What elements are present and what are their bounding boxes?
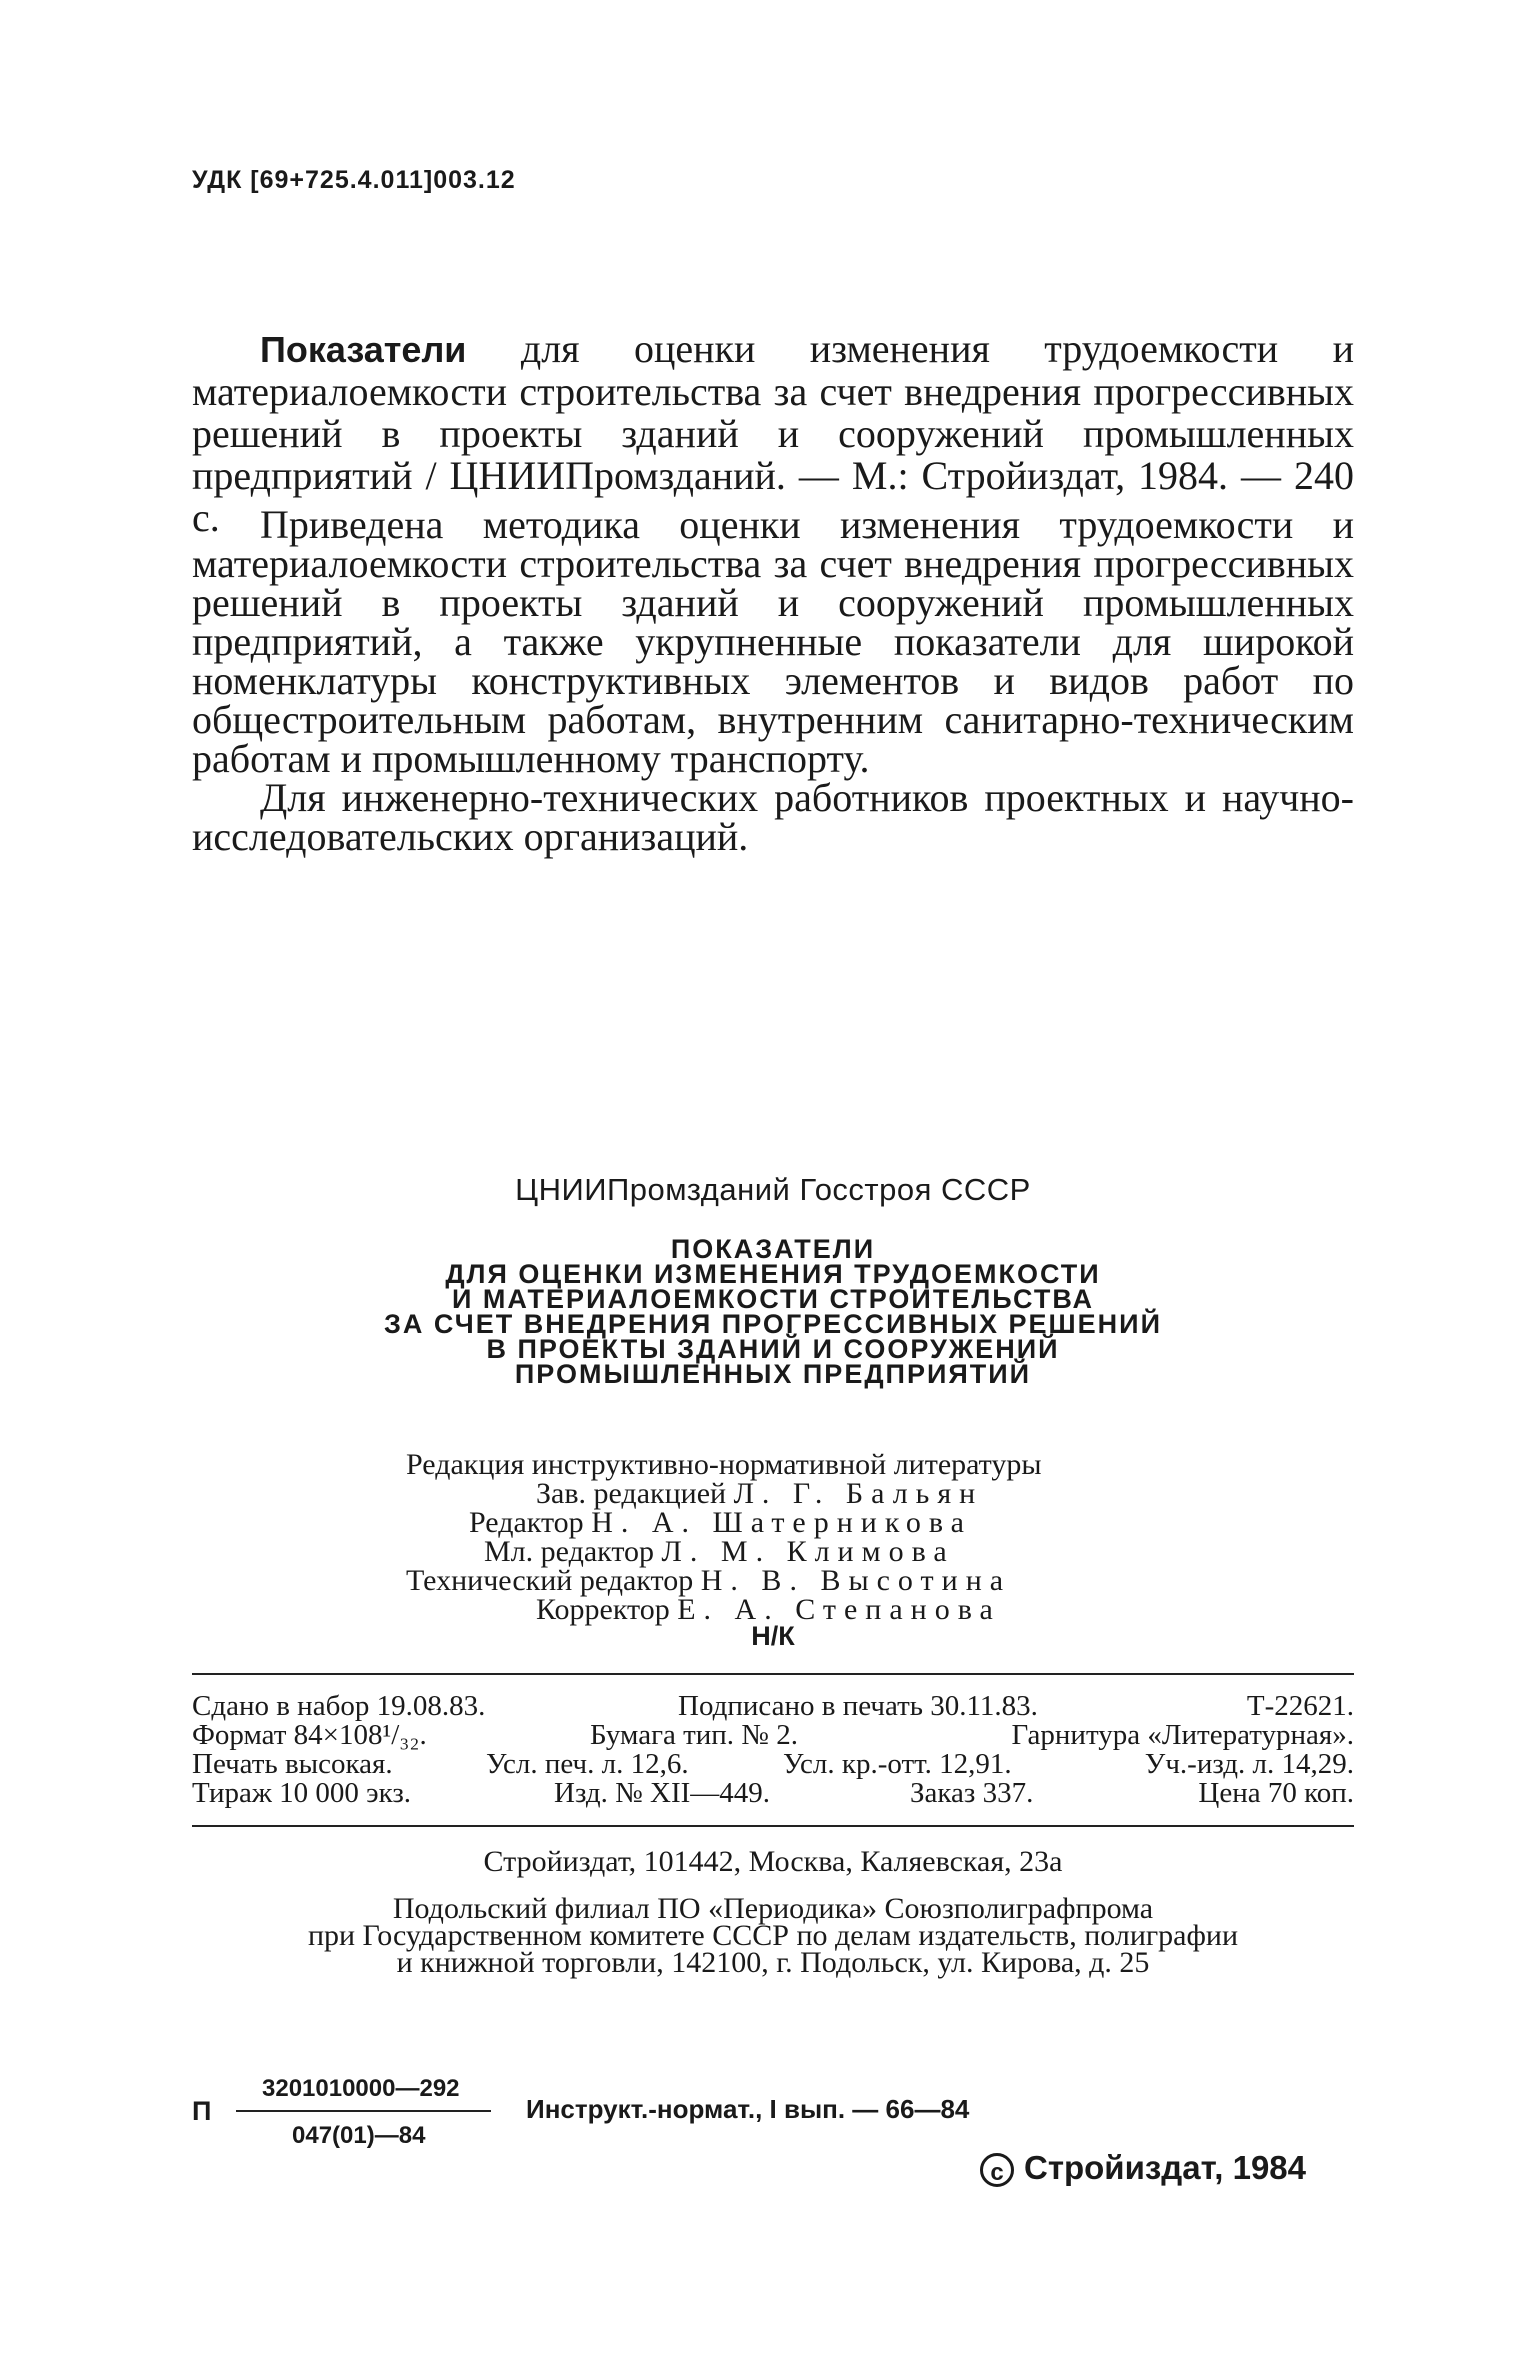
organization: ЦНИИПромзданий Госстроя СССР bbox=[515, 1172, 1031, 1207]
credits bbox=[192, 1450, 1354, 1624]
credit-name: Е. А. Степанова bbox=[677, 1593, 1001, 1626]
imprint-cell: Усл. кр.-отт. 12,91. bbox=[783, 1748, 1012, 1780]
catalog-letter: П bbox=[192, 2096, 212, 2126]
imprint-cell: Подписано в печать 30.11.83. bbox=[678, 1690, 1038, 1722]
title-line: И МАТЕРИАЛОЕМКОСТИ СТРОИТЕЛЬСТВА bbox=[452, 1284, 1094, 1314]
printer-line: Подольский филиал ПО «Периодика» Союзполиграфпрома bbox=[392, 1892, 1154, 1925]
credit-name: Л. Г. Бальян bbox=[733, 1477, 984, 1510]
record-lead-word: Показатели bbox=[260, 329, 467, 370]
publisher-address: Стройиздат, 101442, Москва, Каляевская, 23а bbox=[483, 1845, 1063, 1878]
credit-role: Зав. редакцией bbox=[536, 1477, 727, 1510]
copyright-icon: c bbox=[980, 2153, 1014, 2187]
credit-row bbox=[192, 1479, 1354, 1508]
credit-role: Редактор bbox=[469, 1506, 584, 1539]
udk-code: УДК [69+725.4.011]003.12 bbox=[192, 166, 516, 194]
credit-row bbox=[192, 1508, 1354, 1537]
credit-role: Корректор bbox=[536, 1593, 670, 1626]
bottom-rule bbox=[192, 1825, 1354, 1827]
credits-department: Редакция инструктивно-нормативной литературы bbox=[406, 1448, 1042, 1481]
catalog-numerator: 3201010000—292 bbox=[262, 2075, 460, 2102]
imprint-cell: Уч.-изд. л. 14,29. bbox=[1144, 1748, 1354, 1780]
credit-role: Технический редактор bbox=[406, 1564, 694, 1597]
top-rule bbox=[192, 1673, 1354, 1675]
main-title bbox=[192, 1234, 1354, 1389]
imprint-cell: Усл. печ. л. 12,6. bbox=[486, 1748, 689, 1780]
imprint-cell: Тираж 10 000 экз. bbox=[192, 1777, 412, 1809]
imprint-cell: Изд. № XII—449. bbox=[554, 1777, 771, 1809]
credit-row bbox=[192, 1566, 1354, 1595]
imprint-block bbox=[192, 1692, 1354, 1808]
title-line: ПОКАЗАТЕЛИ bbox=[670, 1234, 876, 1264]
imprint-cell: Сдано в набор 19.08.83. bbox=[192, 1690, 486, 1722]
imprint-row bbox=[192, 1721, 1354, 1750]
credit-name: Н. А. Шатерникова bbox=[591, 1506, 972, 1539]
imprint-cell: Печать высокая. bbox=[192, 1748, 393, 1780]
printer-line: при Государственном комитете СССР по делам издательств, полиграфии bbox=[307, 1919, 1239, 1952]
copyright-text: Стройиздат, 1984 bbox=[1024, 2149, 1307, 2186]
credit-role: Мл. редактор bbox=[484, 1535, 655, 1568]
credit-name: Н. В. Высотина bbox=[700, 1564, 1012, 1597]
catalog-fraction-bar bbox=[236, 2110, 491, 2112]
printer-info bbox=[192, 1892, 1354, 1979]
imprint-cell: Гарнитура «Литературная». bbox=[1011, 1719, 1354, 1751]
copyright bbox=[980, 2149, 1306, 2187]
title-line: В ПРОЕКТЫ ЗДАНИЙ И СООРУЖЕНИЙ bbox=[486, 1334, 1060, 1364]
title-line: ЗА СЧЕТ ВНЕДРЕНИЯ ПРОГРЕССИВНЫХ РЕШЕНИЙ bbox=[384, 1309, 1162, 1339]
catalog-denominator: 047(01)—84 bbox=[292, 2122, 426, 2149]
credit-row bbox=[192, 1595, 1354, 1624]
record-text: для оценки изменения трудоемкости и материалоемкости строительства за счет внедрения прогрессивных решений в проекты зданий и сооружений промышленных предприятий / ЦНИИПромзданий. — М.: Стройиздат, 1984. — 240 с. bbox=[192, 326, 1354, 540]
title-line: ДЛЯ ОЦЕНКИ ИЗМЕНЕНИЯ ТРУДОЕМКОСТИ bbox=[445, 1259, 1101, 1289]
imprint-cell: Формат 84×108¹/₃₂. bbox=[192, 1719, 427, 1751]
catalog-series: Инструкт.-нормат., I вып. — 66—84 bbox=[526, 2094, 970, 2124]
audience-paragraph: Для инженерно-технических работников проектных и научно-исследовательских организаций. bbox=[192, 775, 1354, 859]
title-line: ПРОМЫШЛЕННЫХ ПРЕДПРИЯТИЙ bbox=[514, 1359, 1032, 1389]
printer-line: и книжной торговли, 142100, г. Подольск, ул. Кирова, д. 25 bbox=[396, 1946, 1150, 1979]
imprint-cell: Заказ 337. bbox=[910, 1777, 1034, 1809]
imprint-row bbox=[192, 1750, 1354, 1779]
nk-mark: Н/К bbox=[751, 1621, 795, 1651]
abstract-paragraph: Приведена методика оценки изменения трудоемкости и материалоемкости строительства за счет внедрения прогрессивных решений в проекты зданий и сооружений промышленных предприятий, а также укрупненные показатели для широкой номенклатуры конструктивных элементов и видов работ по общестроительным работам, внутренним санитарно-техническим работам и промышленному транспорту. bbox=[192, 502, 1354, 781]
abstract bbox=[192, 502, 1354, 859]
credit-row bbox=[192, 1537, 1354, 1566]
imprint-cell: Цена 70 коп. bbox=[1198, 1777, 1354, 1809]
imprint-cell: Бумага тип. № 2. bbox=[590, 1719, 798, 1751]
credit-name: Л. М. Климова bbox=[661, 1535, 955, 1568]
imprint-cell: Т-22621. bbox=[1246, 1690, 1354, 1722]
imprint-row bbox=[192, 1692, 1354, 1721]
imprint-row bbox=[192, 1779, 1354, 1808]
